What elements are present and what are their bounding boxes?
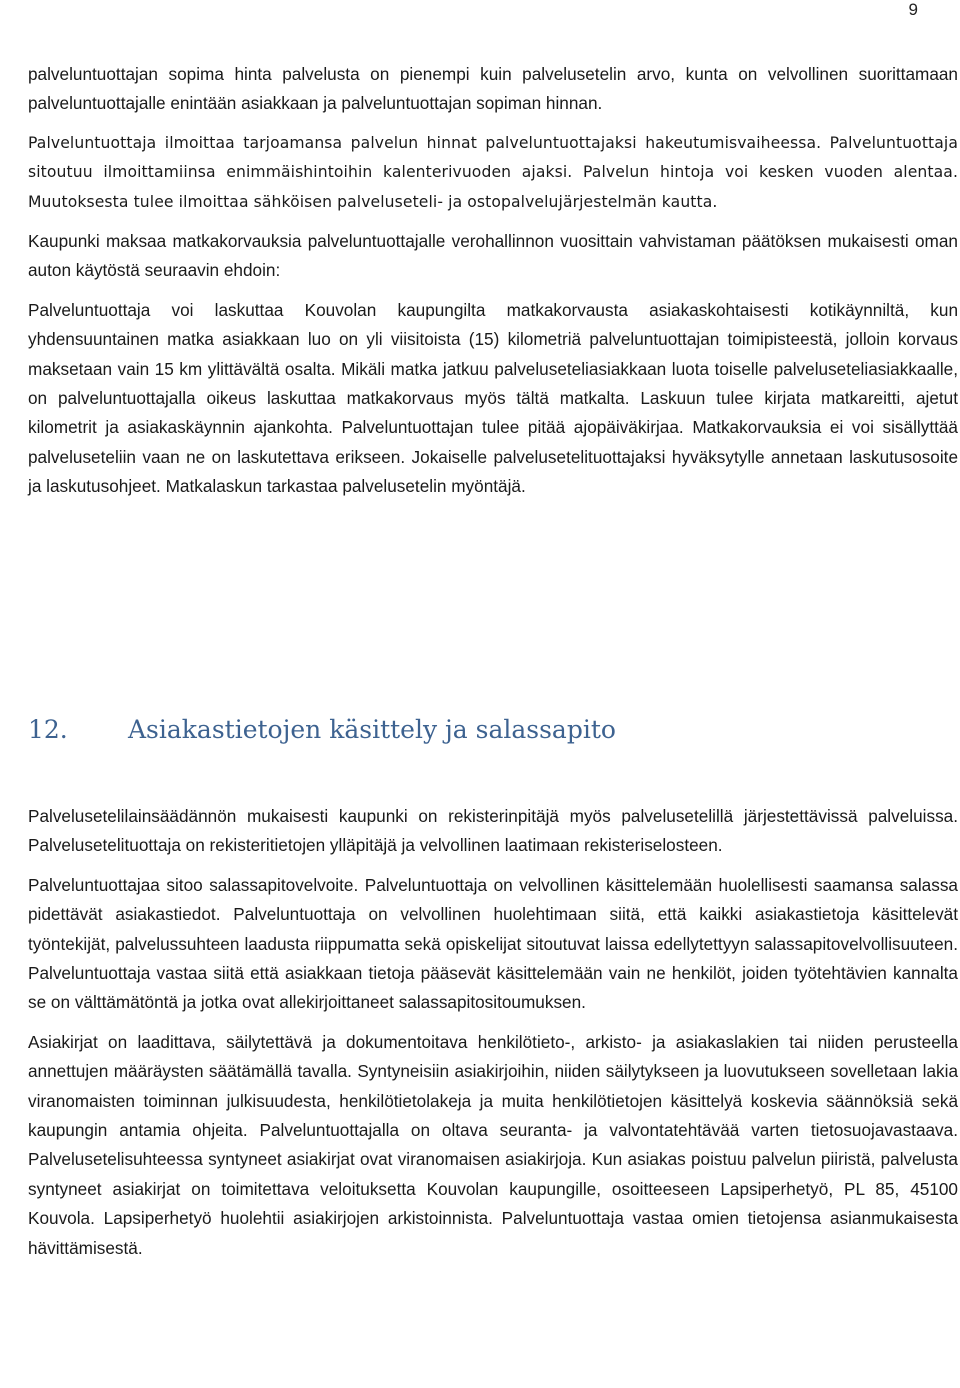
paragraph-travel-compensation-terms: Palveluntuottaja voi laskuttaa Kouvolan kaupungilta matkakorvausta asiakaskohtaisesti kotikäynniltä, kun yhdensuuntainen matka asiakkaan luo on yli viisitoista (15) kilometriä palveluntuottajan toimipisteestä, jolloin korvaus maksetaan vain 15 km ylittävältä osalta. Mikäli matka jatkuu palveluseteliasiakkaan luota toiselle palveluseteliasiakkaalle, on palveluntuottajalla oikeus laskuttaa matkakorvaus myös tältä matkalta. Laskuun tulee kirjata matkareitti, ajetut kilometrit ja asiakaskäynnin ajankohta. Palveluntuottajan tulee pitää ajopäiväkirjaa. Matkakorvauksia ei voi sisällyttää palveluseteliin vaan ne on laskutettava erikseen. Jokaiselle palvelusetelituottajaksi hyväksytylle annetaan laskutusosoite ja laskutusohjeet. Matkalaskun tarkastaa palvelusetelin myöntäjä. (28, 299, 958, 497)
paragraph-price-notification: Palveluntuottaja ilmoittaa tarjoamansa palvelun hinnat palveluntuottajaksi hakeutumisvaiheessa. Palveluntuottaja sitoutuu ilmoittamiinsa enimmäishintoihin kalenterivuoden ajaksi. Palvelun hintoja voi kesken vuoden alentaa. Muutoksesta tulee ilmoittaa sähköisen palveluseteli- ja ostopalvelujärjestelmän kautta. (28, 133, 958, 211)
paragraph-documents: Asiakirjat on laadittava, säilytettävä ja dokumentoitava henkilötieto-, arkisto- ja asiakaslakien tai niiden perusteella annettujen määräysten säätämällä tavalla. Syntyneisiin asiakirjoihin, niiden säilytykseen ja luovutukseen sovelletaan lakia viranomaisten toiminnan julkisuudesta, henkilötietolakeja ja muita henkilötietojen käsittelyä koskevia säännöksiä sekä kaupungin antamia ohjeita. Palveluntuottajalla on oltava seuranta- ja valvontatehtävää varten tietosuojavastaava. Palvelusetelisuhteessa syntyneet asiakirjat ovat viranomaisen asiakirjoja. Kun asiakas poistuu palvelun piiristä, palvelusta syntyneet asiakirjat on toimitettava veloituksetta Kouvolan kaupungille, osoitteeseen Lapsiperhetyö, PL 85, 45100 Kouvola. Lapsiperhetyö huolehtii asiakirjojen arkistoinnista. Palveluntuottaja vastaa omien tietojensa asianmukaisesta hävittämisestä. (28, 1031, 958, 1258)
section-heading (28, 712, 616, 748)
page-number: 9 (908, 0, 918, 19)
paragraph-register-keeper: Palvelusetelilainsäädännön mukaisesti kaupunki on rekisterinpitäjä myös palvelusetelillä järjestettävissä palveluissa. Palvelusetelituottaja on rekisteritietojen ylläpitäjä ja velvollinen laatimaan rekisteriselosteen. (28, 806, 958, 856)
section-title: Asiakastietojen käsittely ja salassapito (128, 715, 616, 744)
paragraph-travel-compensation-intro: Kaupunki maksaa matkakorvauksia palveluntuottajalle verohallinnon vuosittain vahvistaman päätöksen mukaisesti oman auton käytöstä seuraavin ehdoin: (28, 231, 958, 281)
paragraph-confidentiality: Palveluntuottajaa sitoo salassapitovelvoite. Palveluntuottaja on velvollinen käsittelemään huolellisesti saamansa salassa pidettävät asiakastiedot. Palveluntuottaja on velvollinen huolehtimaan siitä, että kaikki asiakastietoja käsittelevät työntekijät, palvelussuhteen laadusta riippumatta sekä opiskelijat sitoutuvat laissa edellytettyyn salassapitovelvollisuuteen. Palveluntuottaja vastaa siitä että asiakkaan tietoja pääsevät käsittelemään vain ne henkilöt, joiden työtehtävien kannalta se on välttämätöntä ja jotka ovat allekirjoittaneet salassapitositoumuksen. (28, 874, 958, 1013)
paragraph-price-limit: palveluntuottajan sopima hinta palvelusta on pienempi kuin palvelusetelin arvo, kunta on velvollinen suorittamaan palveluntuottajalle enintään asiakkaan ja palveluntuottajan sopiman hinnan. (28, 64, 958, 114)
section-before-heading (28, 60, 958, 502)
section-number: 12. (28, 715, 68, 744)
section-after-heading (28, 802, 958, 1263)
